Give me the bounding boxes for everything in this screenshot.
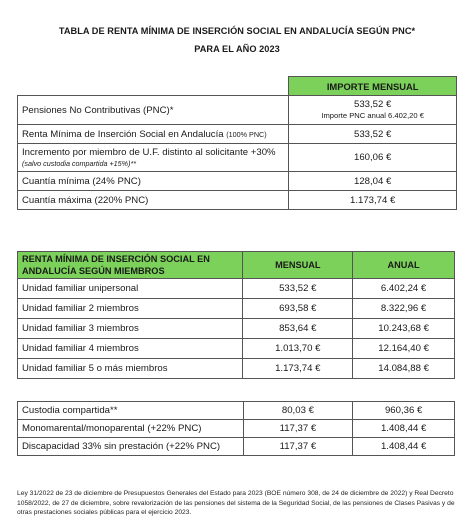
row-label: Custodia compartida** (18, 402, 244, 420)
table-row (18, 438, 455, 456)
annual-header: ANUAL (353, 252, 455, 279)
row-label: Incremento por miembro de U.F. distinto al solicitante +30% (22, 146, 276, 158)
row-label: Renta Mínima de Inserción Social en Andalucía (22, 128, 224, 140)
row-label: Monomarental/monoparental (+22% PNC) (18, 420, 244, 438)
monthly-amount-header: IMPORTE MENSUAL (289, 77, 457, 96)
row-annual: 14.084,88 € (353, 359, 455, 379)
row-label: Discapacidad 33% sin prestación (+22% PNC) (18, 438, 244, 456)
row-monthly: 693,58 € (243, 299, 353, 319)
row-annual: 1.408,44 € (353, 438, 455, 456)
table-row (18, 96, 457, 125)
row-label: Cuantía máxima (220% PNC) (18, 191, 289, 210)
row-annual: 960,36 € (353, 402, 455, 420)
row-annual: 8.322,96 € (353, 299, 455, 319)
table-row (18, 279, 455, 299)
row-label: Unidad familiar unipersonal (18, 279, 243, 299)
row-annual: 10.243,68 € (353, 319, 455, 339)
row-label: Pensiones No Contributivas (PNC)* (18, 96, 289, 125)
pnc-amounts-table (17, 76, 457, 210)
table-row (18, 191, 457, 210)
row-value-cell (289, 96, 457, 125)
row-value-sub: Importe PNC anual 6.402,20 € (321, 111, 424, 120)
row-label: Unidad familiar 2 miembros (18, 299, 243, 319)
table-header-row (18, 252, 455, 279)
row-value: 128,04 € (289, 172, 457, 191)
legal-footnote: Ley 31/2022 de 23 de diciembre de Presupuestos Generales del Estado para 2023 (BOE número 308, de 24 de diciembre de 2022) y Real Decreto 1058/2022, de 27 de diciembre, sobre revalorización de las pensiones del sistema de la Seguridad Social, de las pensiones de Clases Pasivas y de otras prestaciones sociales públicas para el ejercicio 2023. (17, 490, 455, 517)
row-monthly: 1.013,70 € (243, 339, 353, 359)
row-label: Unidad familiar 3 miembros (18, 319, 243, 339)
table-row (18, 339, 455, 359)
row-label: Cuantía mínima (24% PNC) (18, 172, 289, 191)
members-table (17, 251, 455, 379)
row-monthly: 853,64 € (243, 319, 353, 339)
table-header-row (18, 77, 457, 96)
row-monthly: 117,37 € (243, 438, 353, 456)
table-row (18, 420, 455, 438)
monthly-header: MENSUAL (243, 252, 353, 279)
row-label-cell (18, 144, 289, 172)
row-label: Unidad familiar 4 miembros (18, 339, 243, 359)
row-annual: 12.164,40 € (353, 339, 455, 359)
row-monthly: 1.173,74 € (243, 359, 353, 379)
row-annual: 1.408,44 € (353, 420, 455, 438)
supplements-table (17, 401, 455, 456)
page-title: TABLA DE RENTA MÍNIMA DE INSERCIÓN SOCIAL EN ANDALUCÍA SEGÚN PNC* (58, 26, 416, 36)
row-value: 1.173,74 € (289, 191, 457, 210)
page-subtitle: PARA EL AÑO 2023 (194, 44, 280, 54)
table-row (18, 402, 455, 420)
row-monthly: 117,37 € (243, 420, 353, 438)
table-row (18, 319, 455, 339)
row-value: 533,52 € (289, 125, 457, 144)
row-label-note: (salvo custodia compartida +15%)** (22, 158, 137, 168)
row-value: 160,06 € (289, 144, 457, 172)
row-annual: 6.402,24 € (353, 279, 455, 299)
table-row (18, 144, 457, 172)
table-row (18, 125, 457, 144)
row-label-cell (18, 125, 289, 144)
table-row (18, 299, 455, 319)
row-label-small: (100% PNC) (226, 129, 267, 139)
row-value: 533,52 € (353, 99, 392, 110)
table-row (18, 359, 455, 379)
row-monthly: 80,03 € (243, 402, 353, 420)
row-monthly: 533,52 € (243, 279, 353, 299)
row-label: Unidad familiar 5 o más miembros (18, 359, 243, 379)
table-row (18, 172, 457, 191)
members-header: RENTA MÍNIMA DE INSERCIÓN SOCIAL EN ANDALUCÍA SEGÚN MIEMBROS (18, 252, 243, 279)
empty-header-cell (18, 77, 289, 96)
